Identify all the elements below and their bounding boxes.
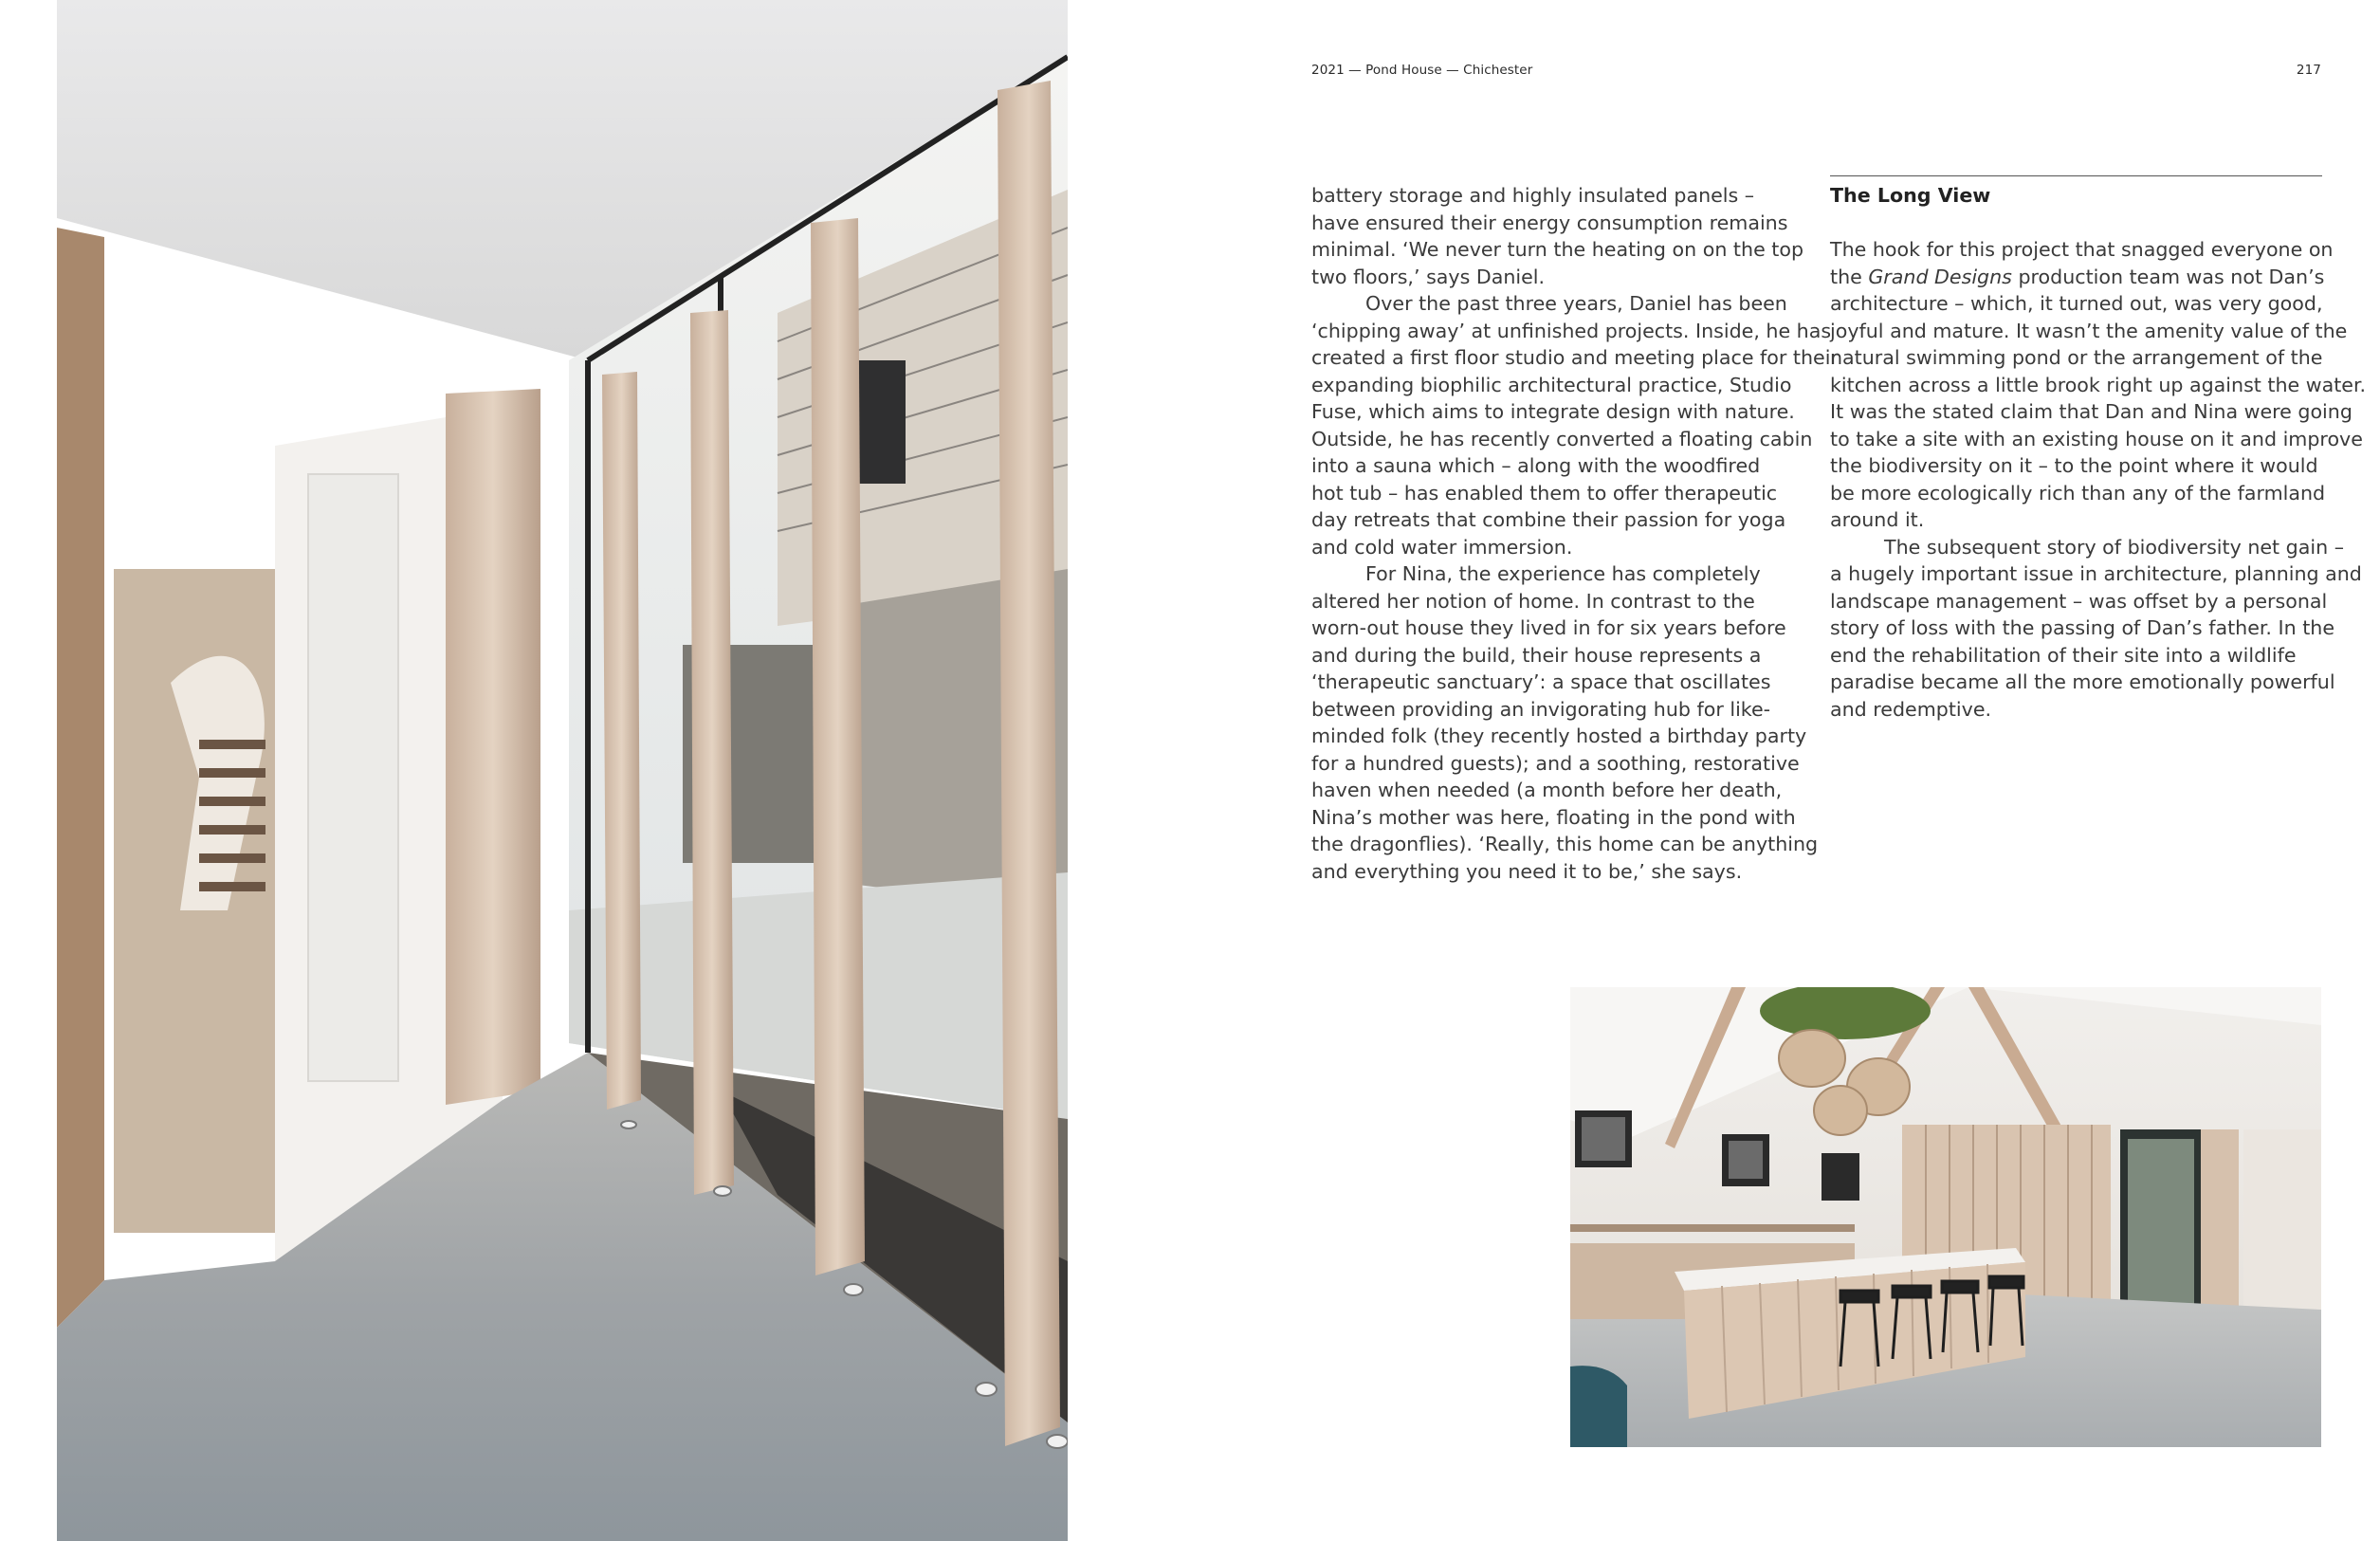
body-line: kitchen across a little brook right up against the water.: [1830, 373, 2367, 396]
body-line: Over the past three years, Daniel has been: [1365, 292, 1787, 315]
body-line: It was the stated claim that Dan and Nina were going: [1830, 400, 2353, 423]
body-line: day retreats that combine their passion for yoga: [1311, 508, 1786, 531]
body-line: end the rehabilitation of their site into a wildlife: [1830, 643, 2297, 667]
body-line: ‘chipping away’ at unfinished projects. Inside, he has: [1311, 319, 1832, 342]
body-line: and everything you need it to be,’ she says.: [1311, 859, 1743, 883]
body-line: battery storage and highly insulated panels –: [1311, 184, 1755, 207]
body-line: to take a site with an existing house on it and improve: [1830, 427, 2363, 450]
body-line: [1830, 264, 2323, 291]
body-line: into a sauna which – along with the woodfired: [1311, 454, 1761, 477]
italic-title: Grand Designs: [1868, 265, 2012, 288]
kitchen-interior-photo: [1570, 987, 2321, 1447]
body-line: worn-out house they lived in for six years before: [1311, 616, 1786, 639]
body-line: minded folk (they recently hosted a birthday party: [1311, 725, 1807, 747]
body-line: the biodiversity on it – to the point where it would: [1830, 454, 2318, 477]
body-line: landscape management – was offset by a personal: [1830, 589, 2328, 613]
body-line: around it.: [1830, 508, 1925, 531]
body-line: two floors,’ says Daniel.: [1311, 265, 1546, 288]
body-line: between providing an invigorating hub for like-: [1311, 697, 1771, 721]
body-column-left: [1311, 182, 1839, 885]
running-head-title: 2021 — Pond House — Chichester: [1311, 63, 1533, 78]
interior-corridor-photo: [57, 0, 1068, 1541]
body-column-right: [1830, 182, 2367, 723]
body-line: the dragonflies). ‘Really, this home can be anything: [1311, 833, 1819, 855]
body-line: minimal. ‘We never turn the heating on on the top: [1311, 238, 1804, 261]
body-line: paradise became all the more emotionally powerful: [1830, 670, 2335, 693]
body-line: expanding biophilic architectural practice, Studio: [1311, 373, 1792, 396]
body-line: joyful and mature. It wasn’t the amenity value of the: [1830, 319, 2348, 342]
body-text: production team was not Dan’s: [2011, 265, 2325, 288]
body-line: architecture – which, it turned out, was very good,: [1830, 292, 2323, 315]
body-line: ‘therapeutic sanctuary’: a space that oscillates: [1311, 670, 1771, 693]
body-line: Outside, he has recently converted a floating cabin: [1311, 427, 1813, 450]
body-line: be more ecologically rich than any of the farmland: [1830, 481, 2326, 504]
body-line: natural swimming pond or the arrangement of the: [1830, 346, 2323, 369]
kitchen-illustration: [1570, 987, 2321, 1447]
body-line: have ensured their energy consumption remains: [1311, 211, 1788, 234]
corridor-illustration: [57, 0, 1068, 1541]
body-text: the: [1830, 265, 1869, 288]
body-line: and cold water immersion.: [1311, 535, 1573, 559]
section-rule: [1830, 175, 2322, 176]
section-heading: The Long View: [1830, 184, 1991, 207]
body-line: and during the build, their house represents a: [1311, 643, 1762, 667]
body-line: The subsequent story of biodiversity net gain –: [1884, 535, 2344, 559]
body-line: and redemptive.: [1830, 697, 1992, 721]
page-number: 217: [2296, 63, 2321, 78]
body-line: a hugely important issue in architecture, planning and: [1830, 562, 2362, 585]
body-line: For Nina, the experience has completely: [1365, 562, 1761, 585]
body-line: haven when needed (a month before her death,: [1311, 779, 1783, 801]
body-line: Nina’s mother was here, floating in the pond with: [1311, 805, 1796, 829]
body-line: The hook for this project that snagged everyone on: [1830, 238, 2334, 261]
body-line: altered her notion of home. In contrast to the: [1311, 589, 1755, 613]
body-line: created a first floor studio and meeting place for their: [1311, 346, 1839, 369]
body-line: Fuse, which aims to integrate design with nature.: [1311, 400, 1795, 423]
body-line: for a hundred guests); and a soothing, restorative: [1311, 751, 1800, 775]
body-line: story of loss with the passing of Dan’s father. In the: [1830, 616, 2334, 639]
body-line: hot tub – has enabled them to offer therapeutic: [1311, 481, 1778, 504]
